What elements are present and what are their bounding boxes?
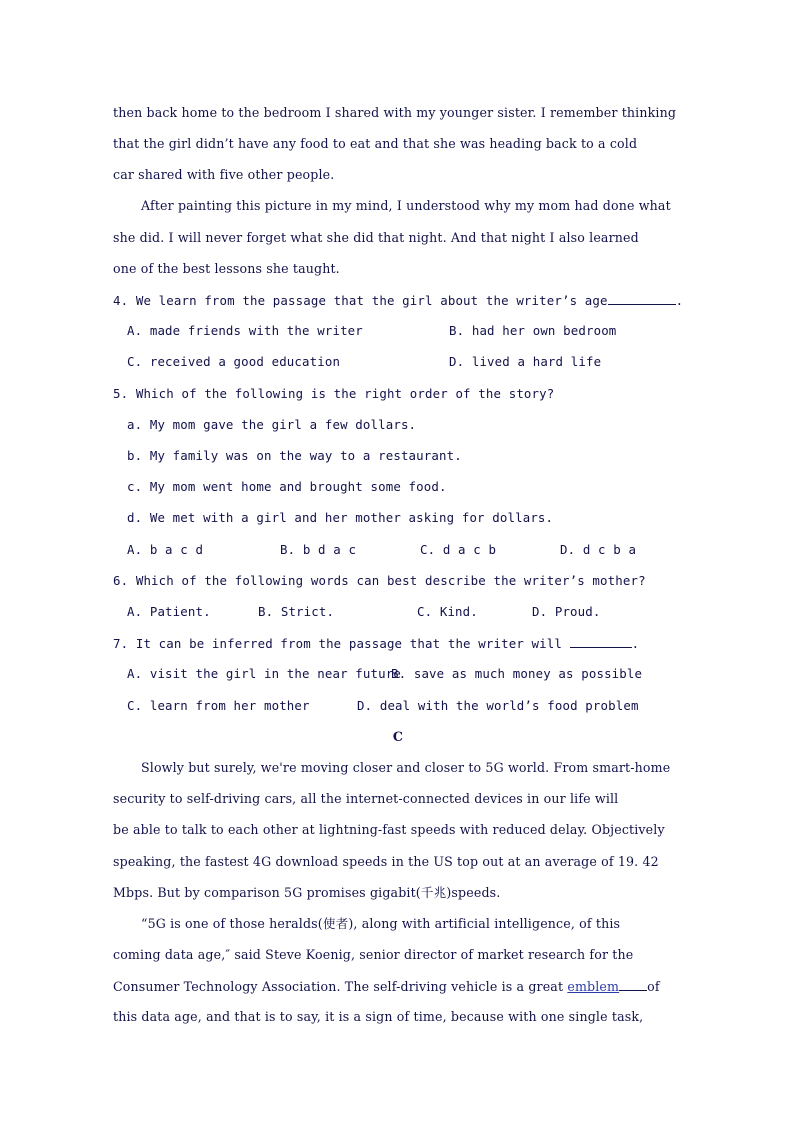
option-b: B. save as much money as possible — [391, 666, 643, 681]
option-c: C. Kind. — [417, 604, 478, 619]
question-5-stem: 5. Which of the following is the right order of the story? — [113, 386, 555, 401]
option-a: A. b a c d — [127, 542, 204, 557]
question-5-item-a: a. My mom gave the girl a few dollars. — [127, 417, 417, 432]
question-4-text: 4. We learn from the passage that the girl about the writer’s age — [113, 293, 608, 308]
question-4-stem — [113, 291, 683, 310]
question-6-stem: 6. Which of the following words can best describe the writer’s mother? — [113, 573, 646, 588]
option-a: A. made friends with the writer — [127, 323, 363, 338]
passage-line: speaking, the fastest 4G download speeds in the US top out at an average of 19. 42 — [113, 854, 659, 869]
option-d: D. deal with the world’s food problem — [357, 698, 639, 713]
option-a: A. Patient. — [127, 604, 211, 619]
answer-blank — [608, 291, 676, 305]
question-4-tail: . — [675, 293, 684, 308]
passage-line: this data age, and that is to say, it is a sign of time, because with one single task, — [113, 1009, 644, 1024]
option-d: D. d c b a — [560, 542, 637, 557]
option-c: C. learn from her mother — [127, 698, 310, 713]
option-c: C. received a good education — [127, 354, 341, 369]
option-b: B. Strict. — [258, 604, 335, 619]
passage-line: “5G is one of those heralds(使者), along with artificial intelligence, of this — [141, 916, 621, 931]
option-c: C. d a c b — [420, 542, 497, 557]
option-b: B. had her own bedroom — [449, 323, 617, 338]
section-heading: C — [392, 729, 404, 744]
passage-line — [113, 977, 683, 996]
option-d: D. Proud. — [532, 604, 601, 619]
question-5-item-b: b. My family was on the way to a restaurant. — [127, 448, 462, 463]
passage-line: then back home to the bedroom I shared with my younger sister. I remember thinking — [113, 105, 677, 120]
question-5-item-d: d. We met with a girl and her mother asking for dollars. — [127, 510, 554, 525]
question-7-stem — [113, 634, 683, 653]
passage-line: coming data age,″ said Steve Koenig, senior director of market research for the — [113, 947, 634, 962]
passage-line: she did. I will never forget what she did that night. And that night I also learned — [113, 230, 639, 245]
answer-blank — [619, 977, 647, 991]
question-7-tail: . — [631, 636, 640, 651]
passage-line: car shared with five other people. — [113, 167, 335, 182]
passage-line: security to self-driving cars, all the internet-connected devices in our life will — [113, 791, 619, 806]
answer-blank — [570, 634, 632, 648]
passage-line: Mbps. But by comparison 5G promises gigabit(千兆)speeds. — [113, 885, 501, 900]
passage-line: Slowly but surely, we're moving closer and closer to 5G world. From smart-home — [141, 760, 671, 775]
passage-line: that the girl didn’t have any food to eat and that she was heading back to a cold — [113, 136, 638, 151]
option-b: B. b d a c — [280, 542, 357, 557]
passage-text: Consumer Technology Association. The self-driving vehicle is a great — [113, 979, 564, 994]
passage-text: of — [647, 979, 660, 994]
question-7-text: 7. It can be inferred from the passage that the writer will — [113, 636, 562, 651]
passage-line: After painting this picture in my mind, I understood why my mom had done what — [141, 198, 671, 213]
question-5-item-c: c. My mom went home and brought some food. — [127, 479, 447, 494]
option-d: D. lived a hard life — [449, 354, 602, 369]
underlined-word: emblem — [567, 979, 620, 994]
passage-line: one of the best lessons she taught. — [113, 261, 340, 276]
passage-line: be able to talk to each other at lightning-fast speeds with reduced delay. Objectively — [113, 822, 665, 837]
option-a: A. visit the girl in the near future — [127, 666, 401, 681]
